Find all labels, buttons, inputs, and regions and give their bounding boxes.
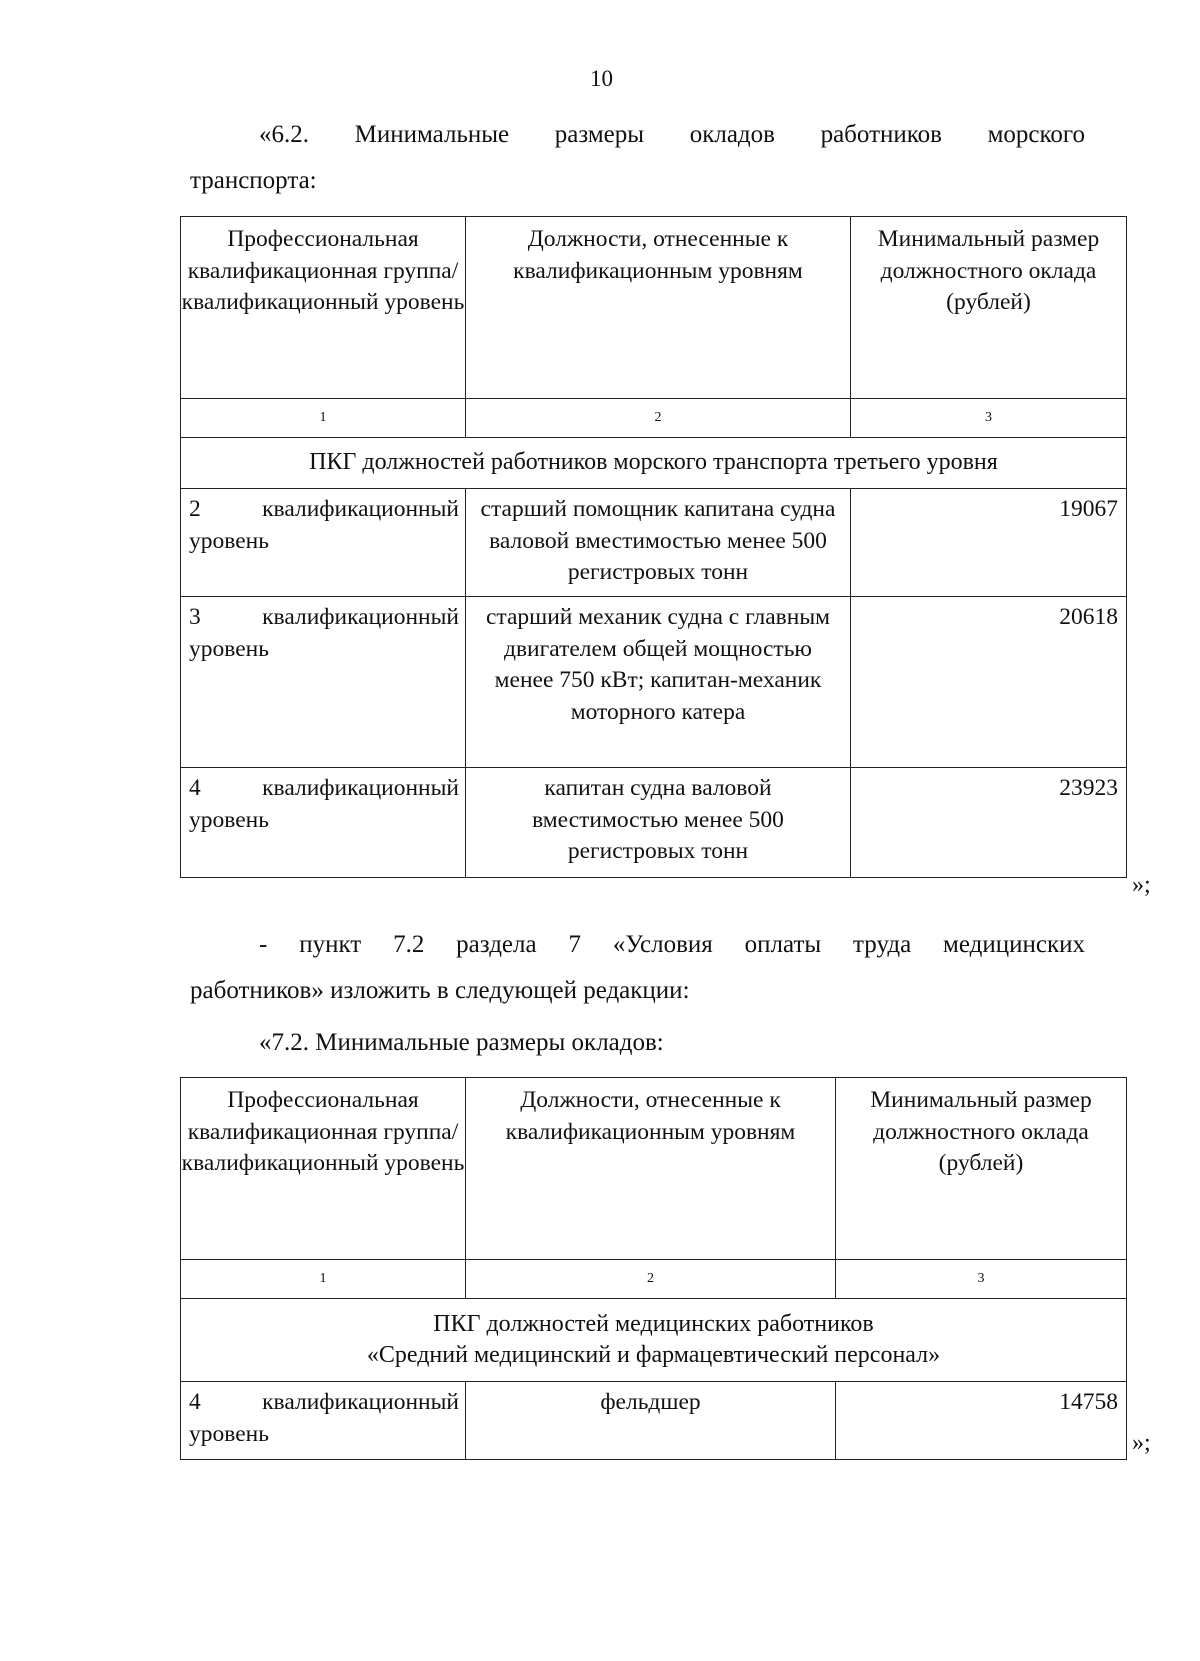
clause-7-2-text	[190, 922, 1085, 1014]
level-word: квалификационный	[262, 775, 459, 801]
medical-salary-table	[180, 1077, 1127, 1460]
level-word: квалификационный	[262, 1389, 459, 1415]
group-title-line-2: «Средний медицинский и фармацевтический персонал»	[366, 1342, 941, 1368]
level-number: 4	[189, 1389, 201, 1415]
header-positions: Должности, отнесенные к квалификационным уровням	[466, 217, 851, 399]
table-row	[181, 768, 1127, 878]
level-number: 3	[189, 604, 201, 630]
group-title-line-1: ПКГ должностей медицинских работников	[433, 1310, 874, 1337]
positions-cell: фельдшер	[466, 1382, 836, 1460]
group-title: ПКГ должностей работников морского транспорта третьего уровня	[181, 438, 1127, 489]
salary-cell: 20618	[851, 597, 1127, 768]
level-tail: уровень	[189, 1420, 269, 1447]
salary-cell: 14758	[836, 1382, 1127, 1460]
clause-line-1: - пункт 7.2 раздела 7 «Условия оплаты труда медицинских	[259, 931, 1085, 958]
positions-cell: старший механик судна с главным двигателем общей мощностью менее 750 кВт; капитан-механик моторного катера	[466, 597, 851, 768]
level-tail: уровень	[189, 527, 269, 554]
header-group-level: Профессиональная квалификационная группа/ квалификационный уровень	[181, 217, 466, 399]
level-number: 2	[189, 496, 201, 522]
salary-cell: 23923	[851, 768, 1127, 878]
table-row	[181, 489, 1127, 597]
intro-line-cont: транспорта:	[190, 167, 317, 194]
level-word: квалификационный	[262, 496, 459, 522]
header-salary: Минимальный размер должностного оклада (рублей)	[836, 1078, 1127, 1260]
col-number: 2	[466, 1260, 836, 1299]
positions-cell: старший помощник капитана судна валовой вместимостью менее 500 регистровых тонн	[466, 489, 851, 597]
level-cell	[181, 768, 466, 878]
table-row	[181, 597, 1127, 768]
level-cell	[181, 597, 466, 768]
closing-quote: »;	[1132, 872, 1151, 898]
page-number: 10	[590, 66, 613, 91]
header-salary: Минимальный размер должностного оклада (рублей)	[851, 217, 1127, 399]
header-positions: Должности, отнесенные к квалификационным уровням	[466, 1078, 836, 1260]
closing-quote: »;	[1132, 1430, 1151, 1456]
col-number: 1	[181, 1260, 466, 1299]
level-cell	[181, 489, 466, 597]
table-row	[181, 1382, 1127, 1460]
level-tail: уровень	[189, 806, 269, 833]
group-title	[181, 1299, 1127, 1382]
salary-cell: 19067	[851, 489, 1127, 597]
section-7-2-intro: «7.2. Минимальные размеры окладов:	[259, 1029, 664, 1056]
level-word: квалификационный	[262, 604, 459, 630]
maritime-salary-table	[180, 216, 1127, 878]
col-number: 3	[836, 1260, 1127, 1299]
level-tail: уровень	[189, 635, 269, 662]
section-6-2-intro	[190, 112, 1085, 204]
header-group-level: Профессиональная квалификационная группа/ квалификационный уровень	[181, 1078, 466, 1260]
positions-cell: капитан судна валовой вместимостью менее 500 регистровых тонн	[466, 768, 851, 878]
level-number: 4	[189, 775, 201, 801]
level-cell	[181, 1382, 466, 1460]
col-number: 1	[181, 399, 466, 438]
intro-line: «6.2. Минимальные размеры окладов работников морского	[259, 121, 1085, 148]
col-number: 2	[466, 399, 851, 438]
col-number: 3	[851, 399, 1127, 438]
clause-line-2: работников» изложить в следующей редакции:	[190, 977, 690, 1004]
